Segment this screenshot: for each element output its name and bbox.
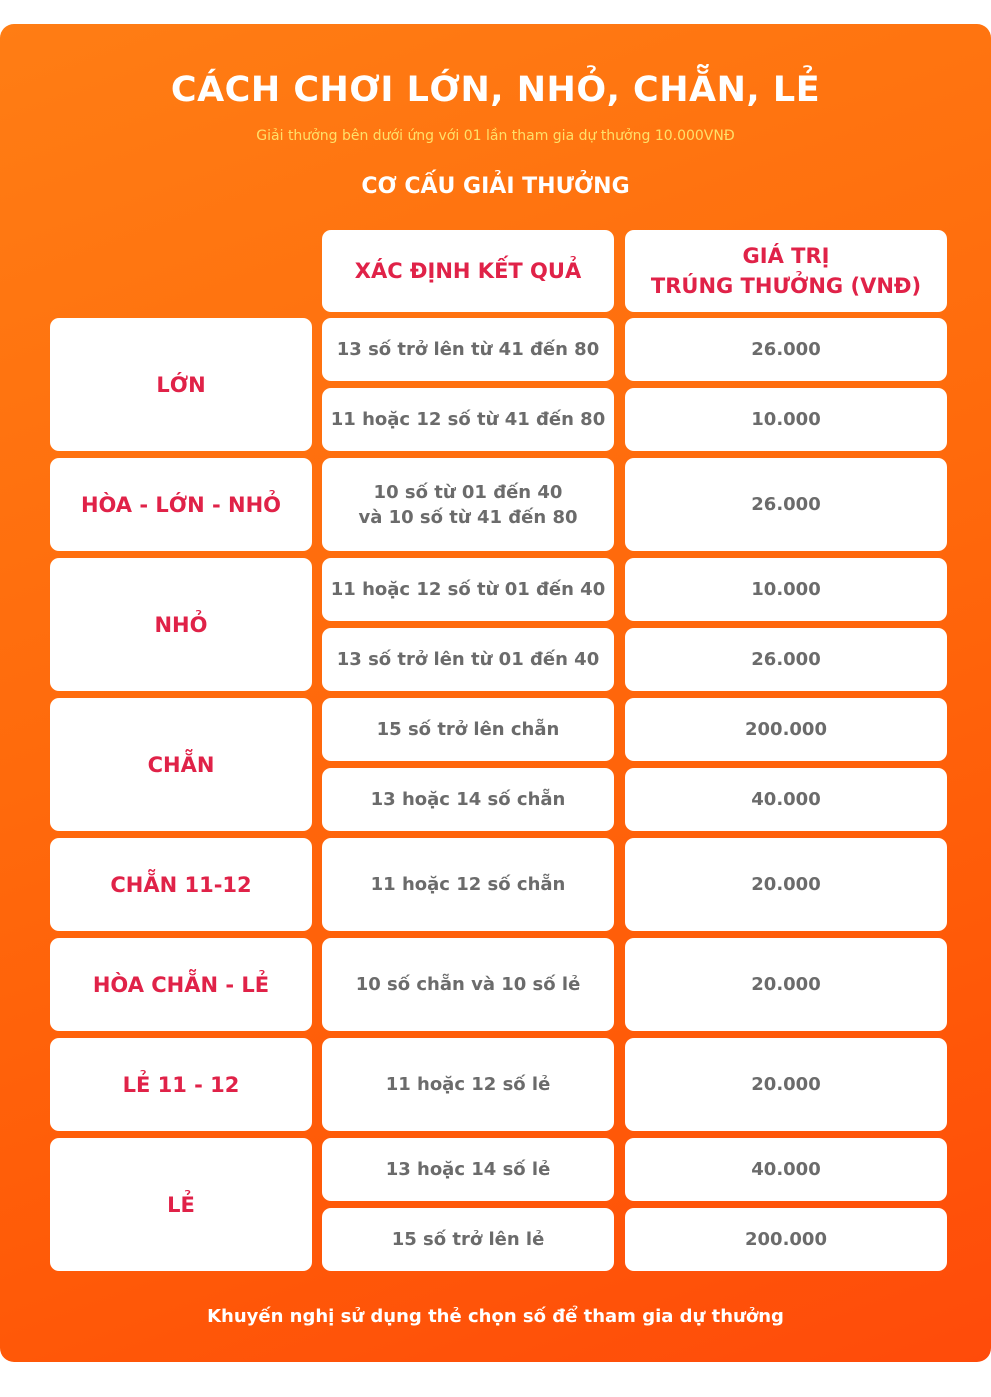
- category-cell: [50, 698, 312, 831]
- page-subtitle: Giải thưởng bên dưới ứng với 01 lần tham gia dự thưởng 10.000VNĐ: [256, 128, 735, 144]
- prize-panel: [0, 24, 991, 1362]
- condition-cell: 13 hoặc 14 số lẻ: [322, 1138, 614, 1201]
- category-name: LẺ 11 - 12: [122, 1072, 240, 1097]
- header-value-cell: [625, 230, 947, 312]
- value-cell: 26.000: [625, 458, 947, 551]
- value-cell: 20.000: [625, 1038, 947, 1131]
- condition-cell: 11 hoặc 12 số chẵn: [322, 838, 614, 931]
- header-value-label: GIÁ TRỊ TRÚNG THƯỞNG (VNĐ): [650, 244, 922, 298]
- condition-cell: 15 số trở lên chẵn: [322, 698, 614, 761]
- category-cell: [50, 318, 312, 451]
- value-cell: 10.000: [625, 558, 947, 621]
- condition-cell: 13 hoặc 14 số chẵn: [322, 768, 614, 831]
- page-title: CÁCH CHƠI LỚN, NHỎ, CHẴN, LẺ: [170, 70, 821, 110]
- value-cell: 20.000: [625, 938, 947, 1031]
- condition-cell: 11 hoặc 12 số từ 01 đến 40: [322, 558, 614, 621]
- category-name: LẺ: [167, 1192, 195, 1217]
- category-cell: [50, 458, 312, 551]
- category-name: LỚN: [156, 372, 206, 397]
- value-cell: 200.000: [625, 698, 947, 761]
- category-cell: [50, 558, 312, 691]
- header-condition-label: XÁC ĐỊNH KẾT QUẢ: [354, 259, 582, 283]
- value-cell: 40.000: [625, 768, 947, 831]
- header-condition-cell: [322, 230, 614, 312]
- category-name: CHẴN 11-12: [110, 872, 252, 897]
- category-name: HÒA CHẴN - LẺ: [92, 972, 270, 997]
- category-cell: [50, 1038, 312, 1131]
- value-cell: 40.000: [625, 1138, 947, 1201]
- category-cell: [50, 1138, 312, 1271]
- condition-cell: 11 hoặc 12 số lẻ: [322, 1038, 614, 1131]
- category-name: NHỎ: [154, 612, 208, 637]
- condition-cell: 13 số trở lên từ 01 đến 40: [322, 628, 614, 691]
- category-name: CHẴN: [147, 752, 215, 777]
- category-cell: [50, 838, 312, 931]
- condition-cell: 15 số trở lên lẻ: [322, 1208, 614, 1271]
- footer-note: Khuyến nghị sử dụng thẻ chọn số để tham gia dự thưởng: [207, 1306, 784, 1327]
- value-cell: 200.000: [625, 1208, 947, 1271]
- condition-cell: 10 số từ 01 đến 40 và 10 số từ 41 đến 80: [322, 458, 614, 551]
- value-cell: 26.000: [625, 628, 947, 691]
- value-cell: 20.000: [625, 838, 947, 931]
- category-name: HÒA - LỚN - NHỎ: [80, 492, 282, 517]
- value-cell: 26.000: [625, 318, 947, 381]
- section-title: CƠ CẤU GIẢI THƯỞNG: [361, 174, 630, 199]
- category-cell: [50, 938, 312, 1031]
- condition-cell: 13 số trở lên từ 41 đến 80: [322, 318, 614, 381]
- condition-cell: 10 số chẵn và 10 số lẻ: [322, 938, 614, 1031]
- value-cell: 10.000: [625, 388, 947, 451]
- condition-cell: 11 hoặc 12 số từ 41 đến 80: [322, 388, 614, 451]
